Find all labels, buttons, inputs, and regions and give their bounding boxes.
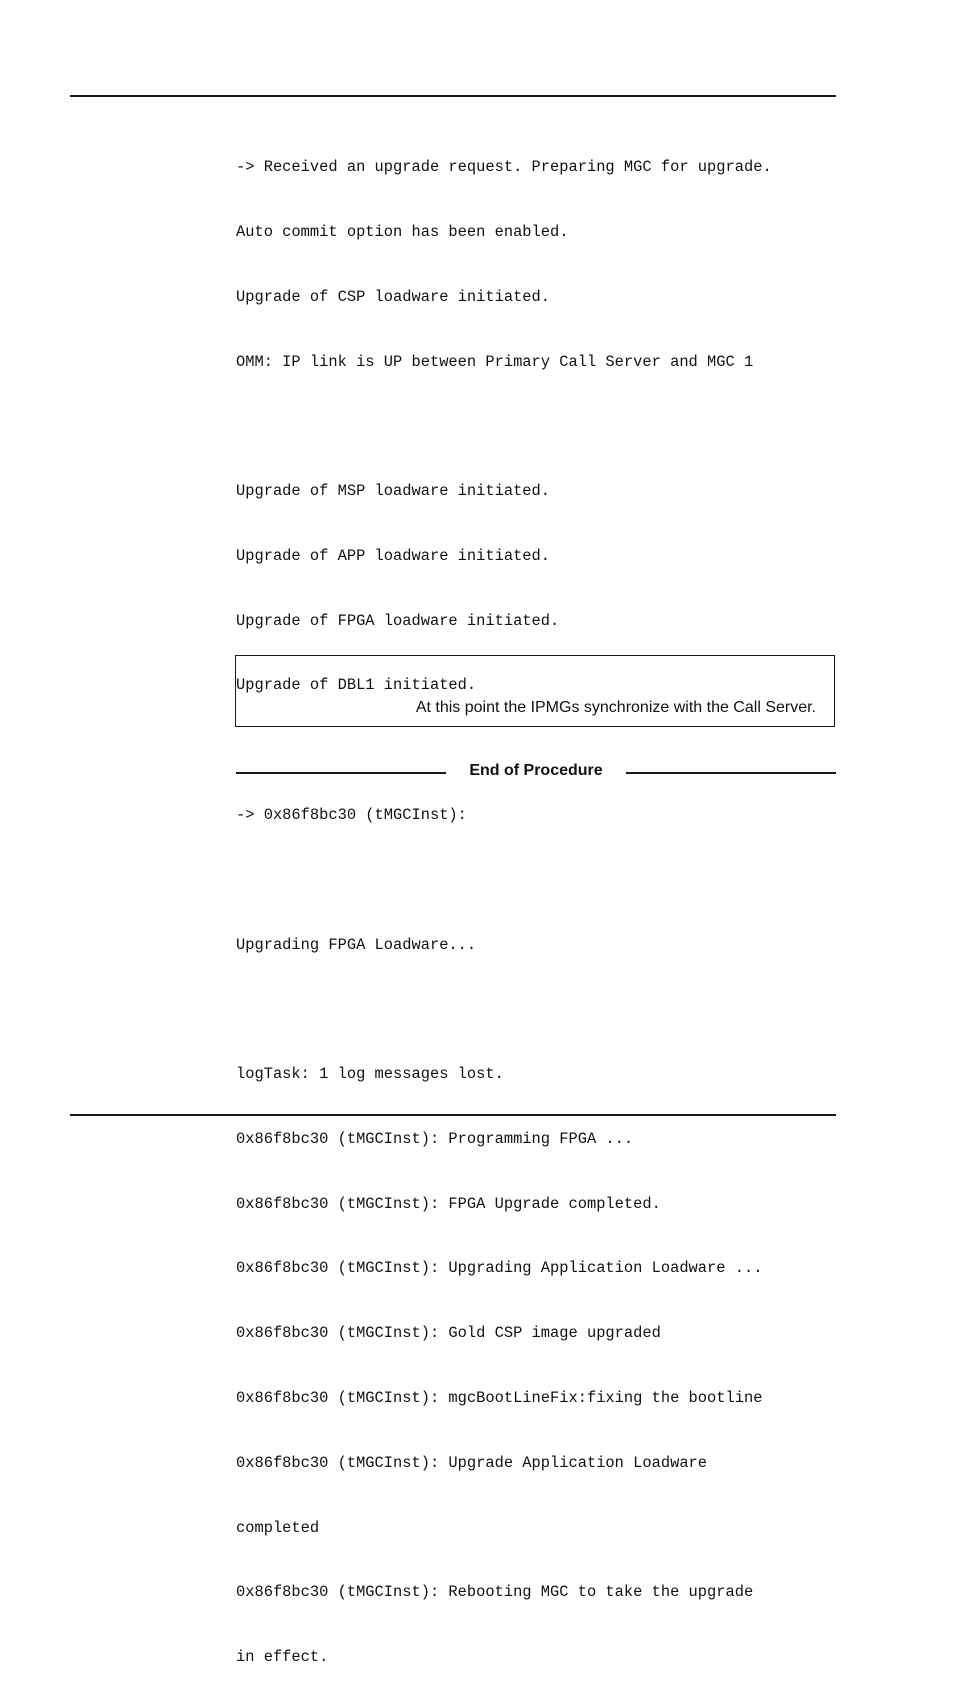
footer-rule [70, 1114, 836, 1116]
console-line: 0x86f8bc30 (tMGCInst): Rebooting MGC to take the upgrade [236, 1583, 754, 1602]
console-line: OMM: IP link is UP between Primary Call Server and MGC 1 [236, 352, 754, 371]
console-line [236, 416, 846, 438]
console-line: completed [236, 1518, 320, 1537]
console-line [236, 740, 846, 762]
console-line: Upgrade of FPGA loadware initiated. [236, 611, 560, 630]
header-rule [70, 95, 836, 97]
console-line: -> 0x86f8bc30 (tMGCInst): [236, 806, 467, 824]
console-line: 0x86f8bc30 (tMGCInst): FPGA Upgrade completed. [236, 1194, 661, 1213]
console-line: -> Received an upgrade request. Preparing MGC for upgrade. [236, 158, 772, 177]
console-output [236, 114, 846, 1690]
console-line: Upgrade of MSP loadware initiated. [236, 482, 551, 501]
note-box [235, 655, 835, 727]
console-line: Upgrading FPGA Loadware... [236, 935, 477, 954]
console-line: 0x86f8bc30 (tMGCInst): Programming FPGA ... [236, 1129, 634, 1148]
console-line: Upgrade of APP loadware initiated. [236, 546, 551, 565]
console-line: Upgrade of CSP loadware initiated. [236, 287, 551, 306]
console-line: 0x86f8bc30 (tMGCInst): Upgrade Application Loadware [236, 1453, 708, 1472]
end-of-procedure [236, 760, 836, 784]
console-line [236, 999, 846, 1021]
console-line: 0x86f8bc30 (tMGCInst): Gold CSP image upgraded [236, 1324, 661, 1343]
console-line: 0x86f8bc30 (tMGCInst): Upgrading Application Loadware ... [236, 1259, 763, 1278]
console-line: logTask: 1 log messages lost. [236, 1065, 504, 1084]
console-line: 0x86f8bc30 (tMGCInst): mgcBootLineFix:fixing the bootline [236, 1389, 763, 1408]
console-line: Auto commit option has been enabled. [236, 222, 569, 241]
console-line: in effect. [236, 1648, 329, 1667]
console-line [236, 870, 846, 892]
end-rule-right [626, 772, 836, 774]
note-text: At this point the IPMGs synchronize with the Call Server. [415, 699, 816, 716]
end-of-procedure-label: End of Procedure [469, 762, 603, 779]
console-line: Upgrade of DBL1 initiated. [236, 676, 477, 695]
